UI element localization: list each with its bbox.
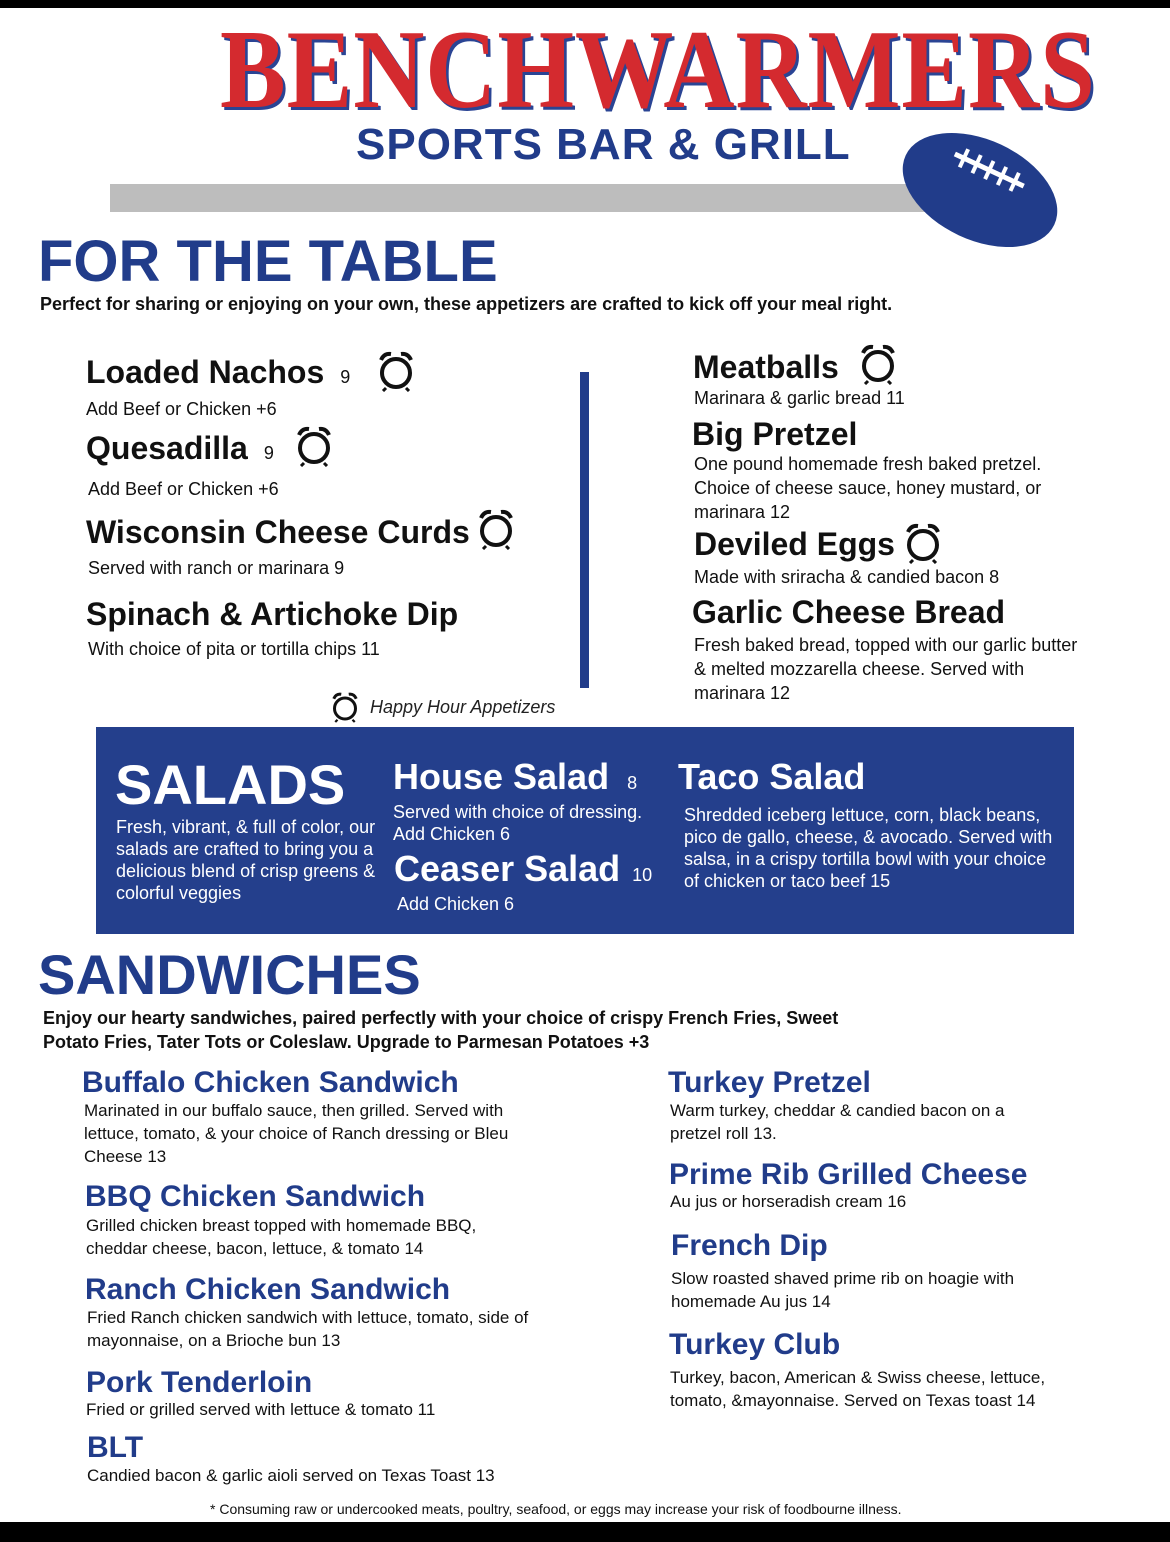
salad-item-name xyxy=(393,756,637,798)
column-divider xyxy=(580,372,589,688)
section-intro-sandwiches: Enjoy our hearty sandwiches, paired perfectly with your choice of crispy French Fries, Sweet Potato Fries, Tater Tots or Coleslaw. Upgrade to Parmesan Potatoes +3 xyxy=(43,1008,839,1052)
header-band xyxy=(110,184,940,212)
item-desc: Marinated in our buffalo sauce, then grilled. Served with lettuce, tomato, & your choice of Ranch dressing or Bleu Cheese 13 xyxy=(84,1101,509,1166)
item-price: 9 xyxy=(340,367,351,387)
item-name: Quesadilla xyxy=(86,430,248,466)
item-name: Turkey Club xyxy=(669,1328,841,1361)
item-desc: Served with ranch or marinara 9 xyxy=(88,558,345,578)
item-desc: Warm turkey, cheddar & candied bacon on a pretzel roll 13. xyxy=(670,1101,1005,1143)
top-border xyxy=(0,0,1170,8)
item-name: House Salad xyxy=(393,756,610,797)
item-desc: Candied bacon & garlic aioli served on Texas Toast 13 xyxy=(87,1466,495,1485)
item-desc: Add Beef or Chicken +6 xyxy=(88,479,279,499)
item-name: Big Pretzel xyxy=(692,416,858,452)
item-desc: Slow roasted shaved prime rib on hoagie with homemade Au jus 14 xyxy=(671,1269,1015,1311)
item-desc: Shredded iceberg lettuce, corn, black beans, pico de gallo, cheese, & avocado. Served with salsa, in a crispy tortilla bowl with your choice of chicken or taco beef 15 xyxy=(684,805,1053,891)
item-desc: Made with sriracha & candied bacon 8 xyxy=(694,567,1000,587)
item-name: Prime Rib Grilled Cheese xyxy=(669,1158,1028,1191)
appetizer-item xyxy=(86,430,274,467)
salad-item-name xyxy=(394,848,652,890)
alarm-clock-icon xyxy=(376,350,416,392)
item-desc: Served with choice of dressing. Add Chicken 6 xyxy=(393,802,643,844)
section-intro-table: Perfect for sharing or enjoying on your own, these appetizers are crafted to kick off your meal right. xyxy=(40,294,893,314)
item-desc: Marinara & garlic bread 11 xyxy=(694,388,905,408)
item-name: Ranch Chicken Sandwich xyxy=(85,1273,451,1306)
bottom-border xyxy=(0,1522,1170,1542)
item-name: Meatballs xyxy=(693,349,839,385)
item-desc: Add Chicken 6 xyxy=(397,894,515,914)
item-price: 9 xyxy=(263,443,274,463)
item-name: Ceaser Salad xyxy=(394,848,621,889)
alarm-clock-icon xyxy=(858,343,898,385)
item-desc: Au jus or horseradish cream 16 xyxy=(670,1192,907,1211)
item-price: 10 xyxy=(632,865,653,885)
food-safety-disclaimer: * Consuming raw or undercooked meats, poultry, seafood, or eggs may increase your risk of foodbourne illness. xyxy=(210,1501,902,1517)
brand-subtitle: SPORTS BAR & GRILL xyxy=(356,120,851,169)
item-desc: Grilled chicken breast topped with homemade BBQ, cheddar cheese, bacon, lettuce, & tomato 14 xyxy=(86,1216,477,1258)
appetizer-item xyxy=(86,514,470,551)
item-name: Spinach & Artichoke Dip xyxy=(86,596,459,632)
item-name: Deviled Eggs xyxy=(694,526,895,562)
item-name: Wisconsin Cheese Curds xyxy=(86,514,470,550)
item-desc: Fried Ranch chicken sandwich with lettuce, tomato, side of mayonnaise, on a Brioche bun 13 xyxy=(87,1308,529,1350)
section-title-table: FOR THE TABLE xyxy=(38,229,498,294)
item-desc: Fried or grilled served with lettuce & tomato 11 xyxy=(86,1400,436,1419)
alarm-clock-icon xyxy=(294,425,334,467)
alarm-clock-icon xyxy=(330,691,360,723)
appetizer-item xyxy=(86,354,350,391)
brand-logo: BENCHWARMERS xyxy=(220,8,1096,132)
football-icon xyxy=(890,110,1070,270)
item-name: BLT xyxy=(87,1431,144,1464)
item-name: Turkey Pretzel xyxy=(668,1066,871,1099)
section-title-salads: SALADS xyxy=(115,753,346,816)
item-desc: With choice of pita or tortilla chips 11 xyxy=(88,639,380,659)
item-desc: Add Beef or Chicken +6 xyxy=(86,399,277,419)
item-name: French Dip xyxy=(671,1229,828,1262)
item-desc: Fresh baked bread, topped with our garlic butter & melted mozzarella cheese. Served with marinara 12 xyxy=(694,635,1078,703)
section-intro-salads: Fresh, vibrant, & full of color, our salads are crafted to bring you a delicious blend of crisp greens & colorful veggies xyxy=(116,817,376,903)
happy-hour-legend: Happy Hour Appetizers xyxy=(370,697,556,717)
section-title-sandwiches: SANDWICHES xyxy=(38,943,421,1006)
item-name: Pork Tenderloin xyxy=(86,1366,313,1399)
item-name: Loaded Nachos xyxy=(86,354,325,390)
item-name: Buffalo Chicken Sandwich xyxy=(82,1066,459,1099)
item-price: 8 xyxy=(627,773,638,793)
item-name: Taco Salad xyxy=(678,756,866,797)
alarm-clock-icon xyxy=(903,522,943,564)
item-desc: One pound homemade fresh baked pretzel. Choice of cheese sauce, honey mustard, or marinara 12 xyxy=(694,454,1042,522)
item-name: BBQ Chicken Sandwich xyxy=(85,1180,426,1213)
item-desc: Turkey, bacon, American & Swiss cheese, lettuce, tomato, &mayonnaise. Served on Texas toast 14 xyxy=(670,1368,1046,1410)
appetizer-item xyxy=(86,596,458,633)
item-name: Garlic Cheese Bread xyxy=(692,594,1006,630)
alarm-clock-icon xyxy=(476,508,516,550)
